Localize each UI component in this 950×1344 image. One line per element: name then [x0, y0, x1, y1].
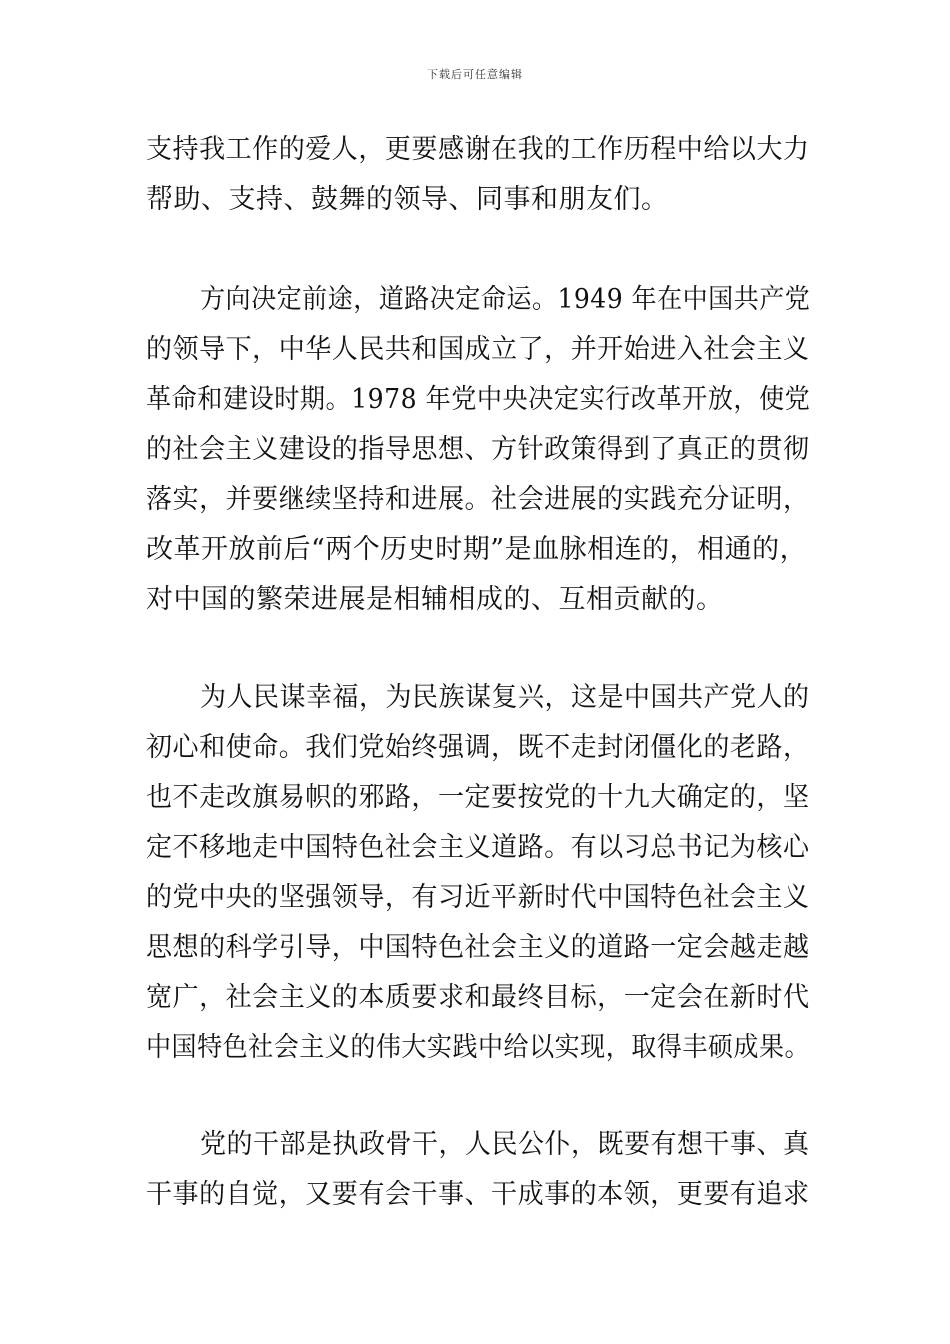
page-header: 下载后可任意编辑	[427, 68, 523, 81]
paragraph-4-line-1: 党的干部是执政骨干，人民公仆，既要有想干事、真	[200, 1129, 810, 1160]
paragraph-3-line-8: 中国特色社会主义的伟大实践中给以实现，取得丰硕成果。	[146, 1032, 811, 1063]
paragraph-3-line-5: 的党中央的坚强领导，有习近平新时代中国特色社会主义	[146, 882, 810, 913]
paragraph-1-line-1: 支持我工作的爱人，更要感谢在我的工作历程中给以大力	[146, 134, 810, 165]
paragraph-2-line-3: 革命和建设时期。1978 年党中央决定实行改革开放，使党	[146, 384, 811, 415]
paragraph-3-line-7: 宽广，社会主义的本质要求和最终目标，一定会在新时代	[146, 982, 810, 1013]
paragraph-4-line-2: 干事的自觉，又要有会干事、干成事的本领，更要有追求	[146, 1179, 810, 1210]
paragraph-2-line-4: 的社会主义建设的指导思想、方针政策得到了真正的贯彻	[146, 434, 810, 465]
paragraph-3-line-3: 也不走改旗易帜的邪路，一定要按党的十九大确定的，坚	[146, 782, 810, 813]
paragraph-3-line-2: 初心和使命。我们党始终强调，既不走封闭僵化的老路，	[146, 732, 810, 763]
paragraph-2-line-5: 落实，并要继续坚持和进展。社会进展的实践充分证明，	[146, 484, 810, 515]
paragraph-2-line-2: 的领导下，中华人民共和国成立了，并开始进入社会主义	[146, 334, 810, 365]
paragraph-2-line-6: 改革开放前后“两个历史时期”是血脉相连的，相通的，	[146, 534, 808, 565]
paragraph-3-line-1: 为人民谋幸福，为民族谋复兴，这是中国共产党人的	[200, 682, 810, 713]
paragraph-1-line-2: 帮助、支持、鼓舞的领导、同事和朋友们。	[146, 184, 669, 215]
paragraph-3-line-6: 思想的科学引导，中国特色社会主义的道路一定会越走越	[146, 932, 810, 963]
paragraph-3-line-4: 定不移地走中国特色社会主义道路。有以习总书记为核心	[146, 832, 810, 863]
paragraph-2-line-1: 方向决定前途，道路决定命运。1949 年在中国共产党	[200, 284, 811, 315]
paragraph-2-line-7: 对中国的繁荣进展是相辅相成的、互相贡献的。	[146, 584, 724, 615]
